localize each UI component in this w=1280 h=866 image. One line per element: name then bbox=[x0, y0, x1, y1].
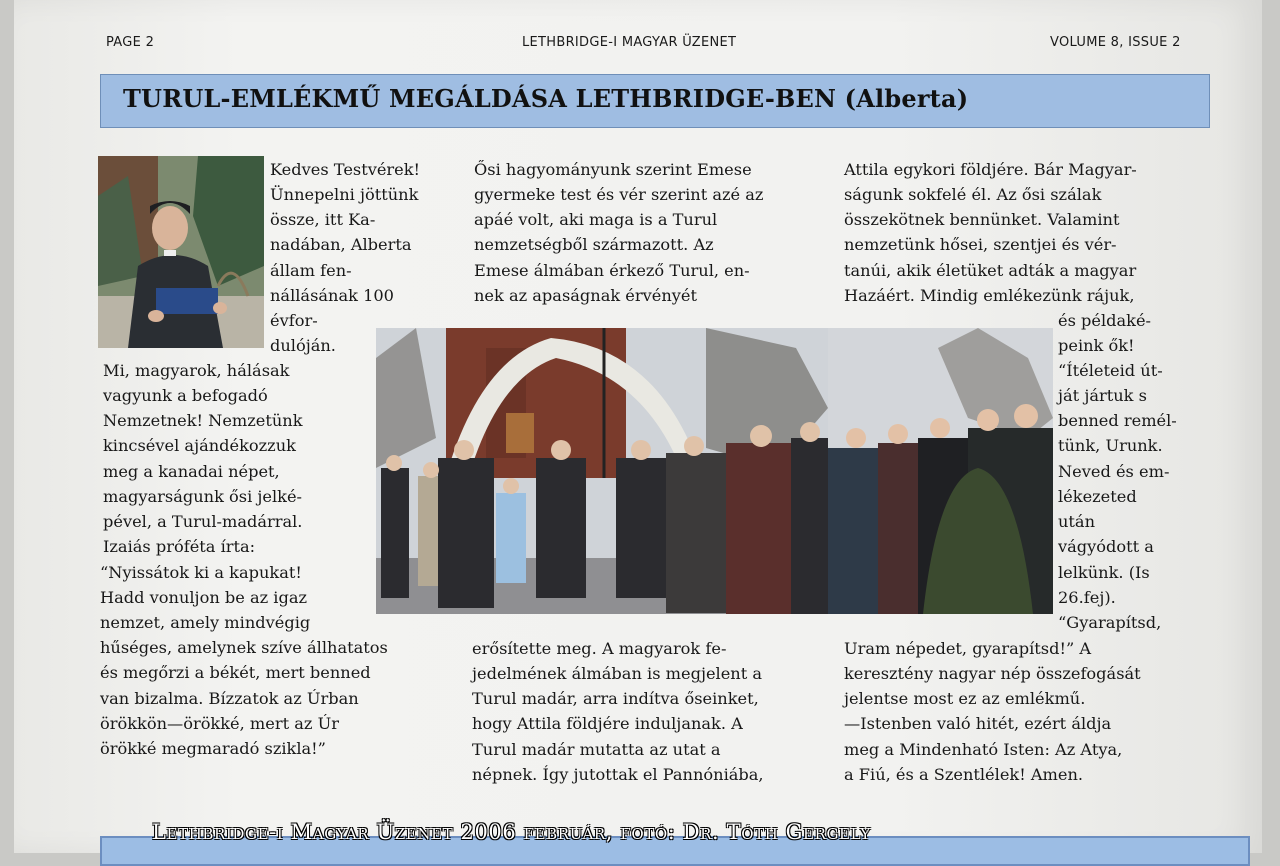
col1-line: Ünnepelni jöttünk bbox=[270, 185, 419, 204]
col1-line: Hadd vonuljon be az igaz bbox=[100, 588, 308, 607]
col3-side-line: “Ítéleteid út- bbox=[1058, 361, 1163, 380]
col1-line: örökkön—örökké, mert az Úr bbox=[100, 714, 339, 733]
col3-side-line: és példaké- bbox=[1058, 311, 1152, 330]
col3-line: Attila egykori földjére. Bár Magyar- bbox=[844, 160, 1137, 179]
col3-side-line: peink ők! bbox=[1058, 336, 1135, 355]
col3-line: meg a Mindenható Isten: Az Atya, bbox=[844, 740, 1123, 759]
col3-side-line: ját jártuk s bbox=[1058, 386, 1147, 405]
col3-side-line: benned remél- bbox=[1058, 411, 1177, 430]
col3-side-line: lékezeted bbox=[1058, 487, 1137, 506]
col2-line: jedelmének álmában is megjelent a bbox=[472, 664, 763, 683]
col1-line: “Nyissátok ki a kapukat! bbox=[100, 563, 302, 582]
col1-line: Kedves Testvérek! bbox=[270, 160, 421, 179]
col3-line: “Gyarapítsd, bbox=[1058, 613, 1162, 632]
col3-line: tanúi, akik életüket adták a magyar bbox=[844, 261, 1137, 280]
col1-line: kincsével ajándékozzuk bbox=[103, 436, 296, 455]
col1-line: magyarságunk ősi jelké- bbox=[103, 487, 303, 506]
col1-line: Nemzetnek! Nemzetünk bbox=[103, 411, 303, 430]
col3-line: a Fiú, és a Szentlélek! Amen. bbox=[844, 765, 1084, 784]
ceremony-photo-right bbox=[828, 328, 1053, 614]
col1-line: Izaiás próféta írta: bbox=[103, 537, 256, 556]
col3-line: ságunk sokfelé él. Az ősi szálak bbox=[844, 185, 1102, 204]
col1-line: hűséges, amelynek szíve állhatatos bbox=[100, 638, 388, 657]
col1-line: pével, a Turul-madárral. bbox=[103, 512, 303, 531]
col1-line: van bizalma. Bízzatok az Úrban bbox=[100, 689, 359, 708]
col1-line: nadában, Alberta bbox=[270, 235, 412, 254]
col3-line: Hazáért. Mindig emlékezünk rájuk, bbox=[844, 286, 1135, 305]
col2-line: gyermeke test és vér szerint azé az bbox=[474, 185, 764, 204]
col2-line: hogy Attila földjére induljanak. A bbox=[472, 714, 743, 733]
col2-line: erősítette meg. A magyarok fe- bbox=[472, 639, 727, 658]
headline: TURUL-EMLÉKMŰ MEGÁLDÁSA LETHBRIDGE-BEN (Alberta) bbox=[123, 84, 969, 113]
col2-line: apáé volt, aki maga is a Turul bbox=[474, 210, 718, 229]
col3-line: keresztény nagyar nép összefogását bbox=[844, 664, 1141, 683]
col1-line: össze, itt Ka- bbox=[270, 210, 376, 229]
col3-side-line: Neved és em- bbox=[1058, 462, 1170, 481]
col2-line: nek az apaságnak érvényét bbox=[474, 286, 697, 305]
col3-line: jelentse most ez az emlékmű. bbox=[844, 689, 1086, 708]
col3-side-line: 26.fej). bbox=[1058, 588, 1116, 607]
col1-line: évfor- bbox=[270, 311, 318, 330]
volume-issue: VOLUME 8, ISSUE 2 bbox=[1050, 35, 1181, 50]
col2-line: Ősi hagyományunk szerint Emese bbox=[474, 160, 752, 179]
col3-side-line: vágyódott a bbox=[1058, 537, 1154, 556]
newsletter-name: LETHBRIDGE-I MAGYAR ÜZENET bbox=[522, 35, 737, 50]
col2-line: népnek. Így jutottak el Pannóniába, bbox=[472, 765, 764, 784]
priest-photo bbox=[98, 156, 264, 348]
col1-line: Mi, magyarok, hálásak bbox=[103, 361, 290, 380]
col1-line: nemzet, amely mindvégig bbox=[100, 613, 311, 632]
col3-side-line: tünk, Urunk. bbox=[1058, 436, 1163, 455]
col3-side-line: után bbox=[1058, 512, 1096, 531]
col1-line: dulóján. bbox=[270, 336, 336, 355]
col3-line: összekötnek bennünket. Valamint bbox=[844, 210, 1120, 229]
col2-line: nemzetségből származott. Az bbox=[474, 235, 714, 254]
ceremony-photo-left bbox=[376, 328, 828, 614]
col1-line: meg a kanadai népet, bbox=[103, 462, 280, 481]
col1-line: és megőrzi a békét, mert benned bbox=[100, 663, 371, 682]
col1-line: örökké megmaradó szikla!” bbox=[100, 739, 326, 758]
col1-line: vagyunk a befogadó bbox=[103, 386, 268, 405]
headline-banner bbox=[100, 74, 1210, 128]
col3-line: Uram népedet, gyarapítsd!” A bbox=[844, 639, 1092, 658]
photo-credit: Lethbridge-i Magyar Üzenet 2006 február, fotó: Dr. Tóth Gergely bbox=[152, 820, 871, 844]
col2-line: Turul madár, arra indítva őseinket, bbox=[472, 689, 759, 708]
col2-line: Emese álmában érkező Turul, en- bbox=[474, 261, 750, 280]
col1-line: nállásának 100 bbox=[270, 286, 394, 305]
page-number: PAGE 2 bbox=[106, 35, 155, 50]
col3-side-line: lelkünk. (Is bbox=[1058, 563, 1150, 582]
col3-line: nemzetünk hősei, szentjei és vér- bbox=[844, 235, 1117, 254]
col2-line: Turul madár mutatta az utat a bbox=[472, 740, 721, 759]
col1-line: állam fen- bbox=[270, 261, 352, 280]
col3-line: —Istenben való hitét, ezért áldja bbox=[844, 714, 1112, 733]
